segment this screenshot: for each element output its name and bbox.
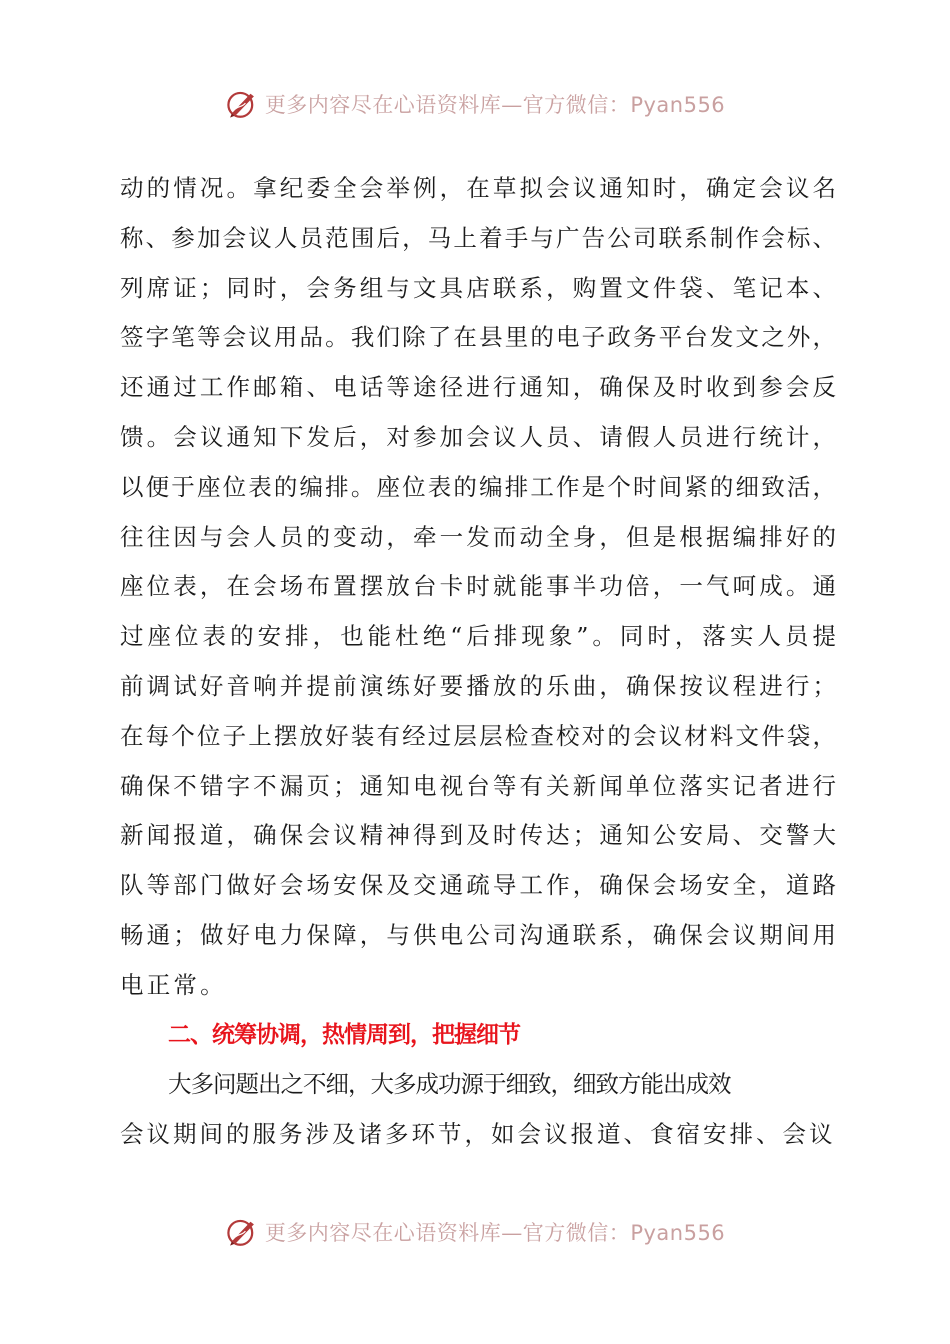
banner-wechat-id: Pyan556: [630, 1221, 726, 1245]
paragraph-block-2: [120, 1060, 836, 1160]
banner-text: 更多内容尽在心语资料库—官方微信：Pyan556: [264, 93, 726, 117]
text-line: 在每个位子上摆放好装有经过层层检查校对的会议材料文件袋，: [120, 721, 836, 750]
text-line: 新闻报道，确保会议精神得到及时传达；通知公安局、交警大: [120, 821, 836, 850]
document-body: [120, 164, 836, 1160]
text-line: 队等部门做好会场安保及交通疏导工作，确保会场安全，道路: [120, 871, 836, 900]
text-line: 签字笔等会议用品。我们除了在县里的电子政务平台发文之外，: [120, 323, 836, 352]
text-line: 往往因与会人员的变动，牵一发而动全身，但是根据编排好的: [120, 522, 836, 551]
text-line: 前调试好音响并提前演练好要播放的乐曲，确保按议程进行；: [120, 671, 836, 700]
header-watermark-banner: [0, 84, 950, 124]
section-heading: 二、统筹协调，热情周到，把握细节: [168, 1021, 520, 1048]
text-line: 馈。会议通知下发后，对参加会议人员、请假人员进行统计，: [120, 422, 836, 451]
text-line: 确保不错字不漏页；通知电视台等有关新闻单位落实记者进行: [120, 771, 836, 800]
text-line: 以便于座位表的编排。座位表的编排工作是个时间紧的细致活，: [120, 472, 836, 501]
text-line: 座位表，在会场布置摆放台卡时就能事半功倍，一气呵成。通: [120, 572, 836, 601]
text-line: 动的情况。拿纪委全会举例，在草拟会议通知时，确定会议名: [120, 174, 836, 202]
text-line: 过座位表的安排，也能杜绝“后排现象”。同时，落实人员提: [120, 622, 836, 651]
banner-text: 更多内容尽在心语资料库—官方微信：Pyan556: [264, 1221, 726, 1245]
pen-logo-icon: [225, 87, 259, 121]
footer-watermark-banner: [0, 1212, 950, 1252]
text-line: 电正常。: [120, 970, 227, 999]
text-line: 还通过工作邮箱、电话等途径进行通知，确保及时收到参会反: [120, 373, 836, 402]
text-line: 称、参加会议人员范围后，马上着手与广告公司联系制作会标、: [120, 223, 836, 252]
text-line: 大多问题出之不细，大多成功源于细致，细致方能出成效: [168, 1070, 731, 1099]
pen-logo-icon: [225, 1215, 259, 1249]
text-line: 会议期间的服务涉及诸多环节，如会议报道、食宿安排、会议: [120, 1120, 836, 1149]
text-line: 列席证；同时，会务组与文具店联系，购置文件袋、笔记本、: [120, 273, 836, 302]
paragraph-block-1: [120, 164, 836, 1011]
text-line: 畅通；做好电力保障，与供电公司沟通联系，确保会议期间用: [120, 920, 836, 949]
banner-wechat-id: Pyan556: [630, 93, 726, 117]
